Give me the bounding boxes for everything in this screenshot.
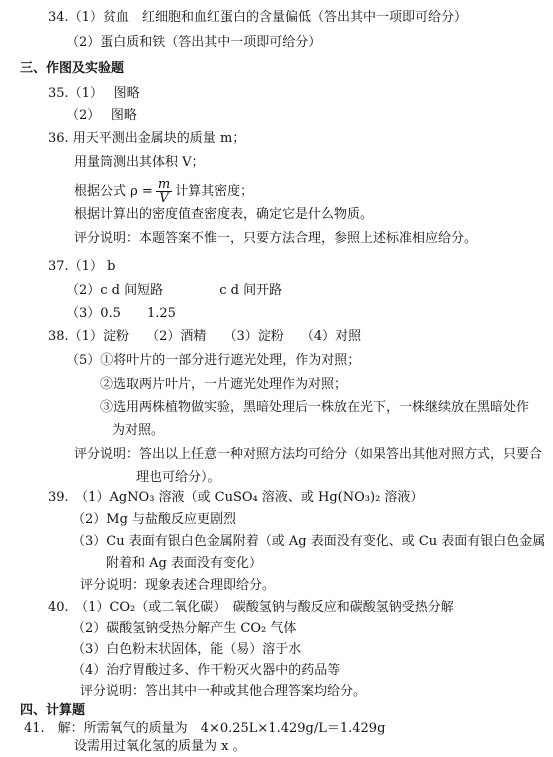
q34-line-2: （2）蛋白质和铁（答出其中一项即可给分） — [66, 35, 322, 50]
q38-line-4: ③选用两株植物做实验，黑暗处理后一株放在光下，一株继续放在黑暗处作 — [100, 400, 530, 415]
q38-line-1: 38.（1）淀粉 （2）酒精 （3）淀粉 （4）对照 — [48, 329, 362, 344]
q37-line-1: 37.（1） b — [48, 259, 116, 274]
q36-line-1: 36. 用天平测出金属块的质量 m； — [48, 131, 246, 146]
q39-line-2: （2）Mg 与盐酸反应更剧烈 — [72, 512, 237, 527]
q40-line-3: （3）白色粉末状固体，能（易）溶于水 — [72, 642, 302, 657]
q36-line-3 — [74, 178, 253, 205]
q39-line-1: 39. （1）AgNO₃ 溶液（或 CuSO₄ 溶液、或 Hg(NO₃)₂ 溶液） — [48, 490, 424, 505]
q38-line-5: 为对照。 — [112, 423, 165, 438]
q36-formula-suffix: 计算其密度； — [175, 184, 254, 199]
q40-line-5: 评分说明：答出其中一种或其他合理答案均给分。 — [80, 684, 367, 699]
fraction-denominator: V — [159, 191, 169, 206]
q36-formula-prefix: 根据公式 ρ = — [74, 184, 153, 199]
q41-line-1: 41. 解：所需氧气的质量为 4×0.25L×1.429g/L＝1.429g — [24, 721, 386, 736]
q36-line-5: 评分说明：本题答案不惟一，只要方法合理，参照上述标准相应给分。 — [74, 231, 478, 246]
q40-line-4: （4）治疗胃酸过多、作干粉灭火器中的药品等 — [72, 663, 341, 678]
q39-line-4: 附着和 Ag 表面没有变化） — [106, 556, 262, 571]
q38-line-7: 理也可给分）。 — [136, 470, 221, 485]
q35-line-2: （2） 图略 — [66, 108, 137, 123]
density-fraction — [156, 178, 172, 205]
q38-line-2: （5）①将叶片的一部分进行遮光处理，作为对照； — [66, 353, 361, 368]
fraction-numerator: m — [157, 177, 171, 192]
q34-line-1: 34.（1）贫血 红细胞和血红蛋白的含量偏低（答出其中一项即可给分） — [48, 10, 467, 25]
section-4-heading: 四、计算题 — [20, 703, 86, 718]
q35-line-1: 35.（1） 图略 — [48, 86, 140, 101]
q38-line-3: ②选取两片叶片，一片遮光处理作为对照； — [100, 377, 348, 392]
q40-line-2: （2）碳酸氢钠受热分解产生 CO₂ 气体 — [72, 621, 297, 636]
q39-line-5: 评分说明：现象表述合理即给分。 — [80, 578, 276, 593]
q39-line-3: （3）Cu 表面有银白色金属附着（或 Ag 表面没有变化、或 Cu 表面有银白色金属 — [72, 534, 546, 549]
q38-line-6: 评分说明：答出以上任意一种对照方法均可给分（如果答出其他对照方式，只要合 — [74, 447, 543, 462]
q41-line-2: 设需用过氧化氢的质量为 x 。 — [74, 739, 246, 754]
q36-line-2: 用量筒测出其体积 V； — [74, 155, 205, 170]
q36-line-4: 根据计算出的密度值查密度表，确定它是什么物质。 — [74, 207, 374, 222]
q37-line-2: （2）c d 间短路 c d 间开路 — [66, 283, 283, 298]
q37-line-3: （3）0.5 1.25 — [66, 306, 176, 321]
q40-line-1: 40. （1）CO₂（或二氧化碳） 碳酸氢钠与酸反应和碳酸氢钠受热分解 — [48, 600, 454, 615]
section-3-heading: 三、作图及实验题 — [20, 61, 125, 76]
